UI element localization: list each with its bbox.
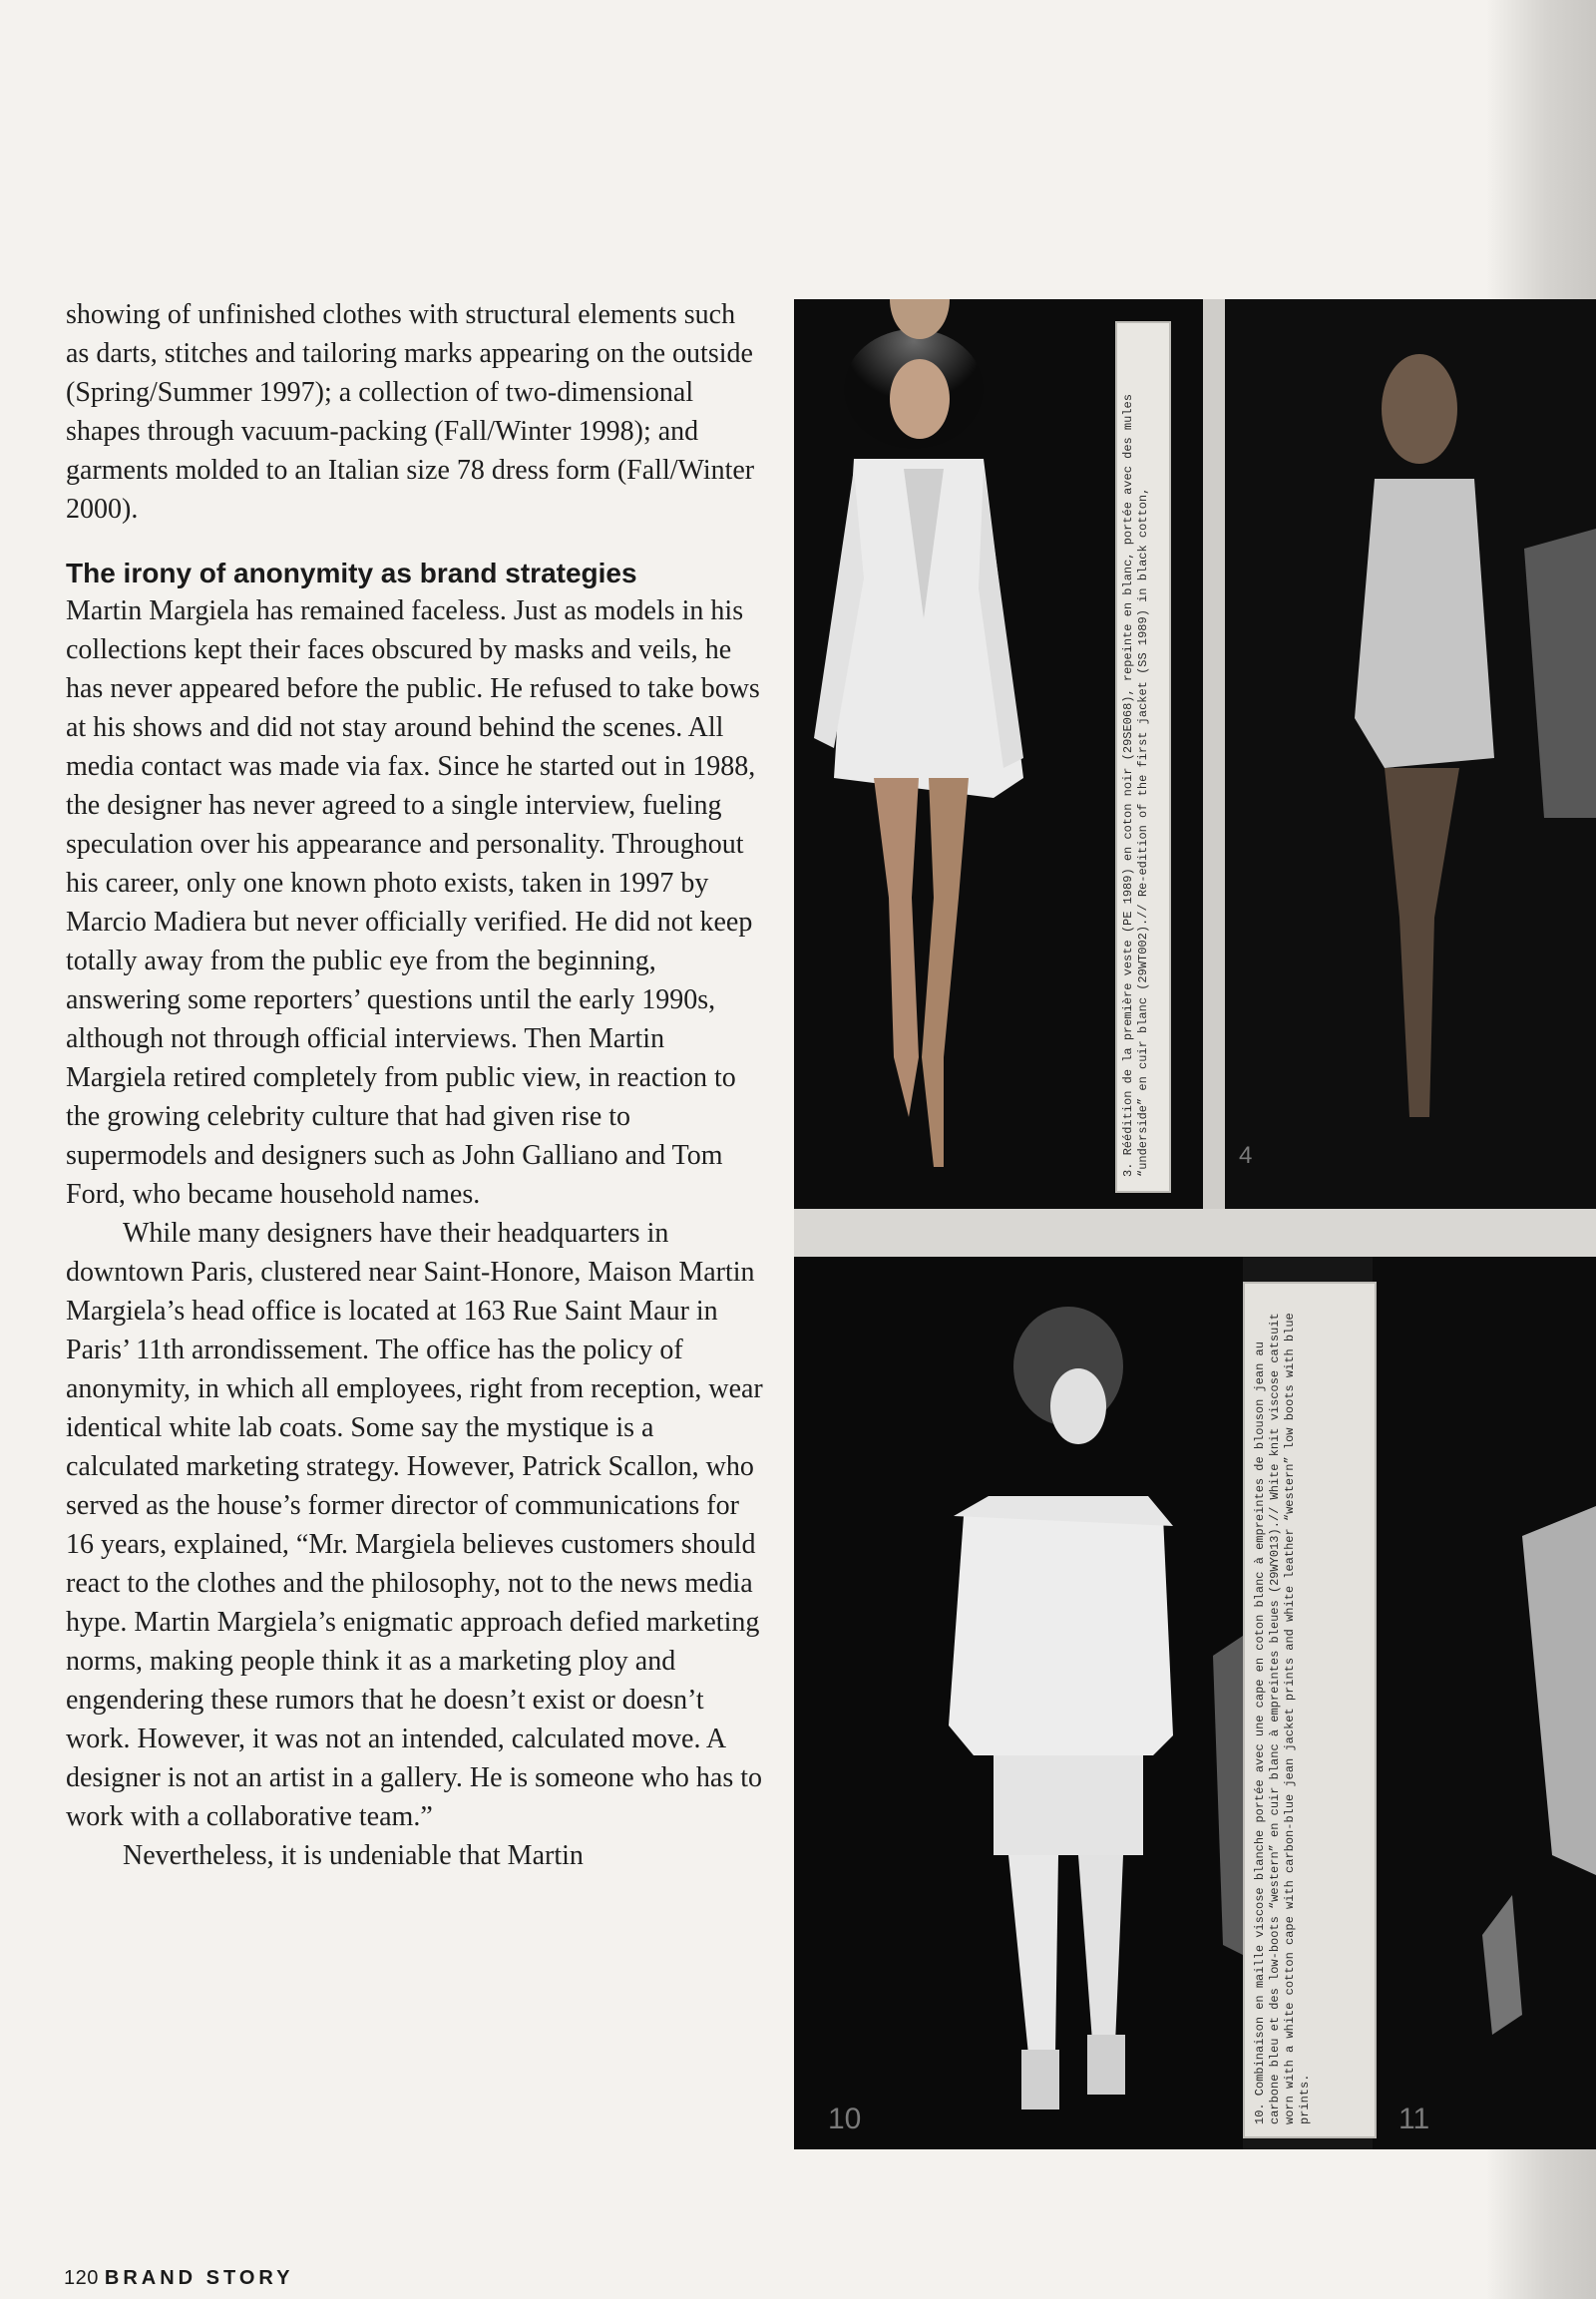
sheet-divider-horizontal: [794, 1209, 1596, 1257]
section-heading: The irony of anonymity as brand strategies: [66, 558, 637, 588]
model-partial-illustration: [1373, 1257, 1596, 2149]
page-footer: [64, 2267, 293, 2290]
runway-photo-white-catsuit: [794, 1257, 1243, 2149]
runway-photo-sheet: [794, 299, 1596, 2149]
section-title: BRAND STORY: [104, 2267, 294, 2289]
article-body: [66, 295, 764, 1875]
photo-caption-3: 3. Réédition de la première veste (PE 1989) en coton noir (29SE068), repeinte en blanc, portée avec des mules “underside” en cuir blanc (29WT002).// Re-edition of the first jacket (SS 1989) in black cotton,: [1121, 394, 1150, 1177]
runway-photo-blurred: [1225, 299, 1596, 1209]
paragraph-anonymity: Martin Margiela has remained faceless. Just as models in his collections kept their faces obscured by masks and veils, he has never appeared before the public. He refused to take bows at his shows and did not stay around behind the scenes. All media contact was made via fax. Since he started out in 1988, the designer has never agreed to a single interview, fueling speculation over his appearance and personality. Throughout his career, only one known photo exists, taken in 1997 by Marcio Madiera but never officially verified. He did not keep totally away from the public eye from the beginning, answering some reporters’ questions until the early 1990s, although not through official interviews. Then Martin Margiela retired completely from public view, in reaction to the growing celebrity culture that had given rise to supermodels and designers such as John Galliano and Tom Ford, who became household names.: [66, 595, 760, 1210]
paragraph-intro: showing of unfinished clothes with structural elements such as darts, stitches and tailoring marks appearing on the outside (Spring/Summer 1997); a collection of two-dimensional shapes through vacuum-packing (Fall/Winter 1998); and garments molded to an Italian size 78 dress form (Fall/Winter 2000).: [66, 299, 755, 525]
photo-caption-10: 10. Combinaison en maille viscose blanche portée avec une cape en coton blanc à empreintes de blouson jean au carbone bleu et des low-boots “western” en cuir blanc à empreintes bleues (29WY013).// White knit viscose catsuit worn with a white cotton cape with carbon-blue jean jacket prints and white leather “western” low boots with blue prints.: [1253, 1313, 1312, 2124]
frame-number: 10: [828, 2103, 862, 2135]
sheet-divider: [1203, 299, 1225, 1209]
model-blurred-illustration: [1225, 299, 1596, 1209]
runway-photo-partial: [1373, 1257, 1596, 2149]
paragraph-headquarters: While many designers have their headquarters in downtown Paris, clustered near Saint-Honore, Maison Martin Margiela’s head office is located at 163 Rue Saint Maur in Paris’ 11th arrondissement. The office has the policy of anonymity, in which all employees, right from reception, wear identical white lab coats. Some say the mystique is a calculated marketing strategy. However, Patrick Scallon, who served as the house’s former director of communications for 16 years, explained, “Mr. Margiela believes customers should react to the clothes and the philosophy, not to the news media hype. Martin Margiela’s enigmatic approach defied marketing norms, making people think it as a marketing ploy and engendering these rumors that he doesn’t exist or doesn’t work. However, it was not an intended, calculated move. A designer is not an artist in a gallery. He is someone who has to work with a collaborative team.”: [66, 1218, 763, 1832]
frame-number: 4: [1239, 1142, 1253, 1169]
page-number: 120: [64, 2267, 99, 2289]
model-white-catsuit-illustration: [794, 1257, 1243, 2149]
frame-number: 11: [1398, 2103, 1430, 2135]
paragraph-nevertheless: Nevertheless, it is undeniable that Martin: [123, 1840, 584, 1871]
